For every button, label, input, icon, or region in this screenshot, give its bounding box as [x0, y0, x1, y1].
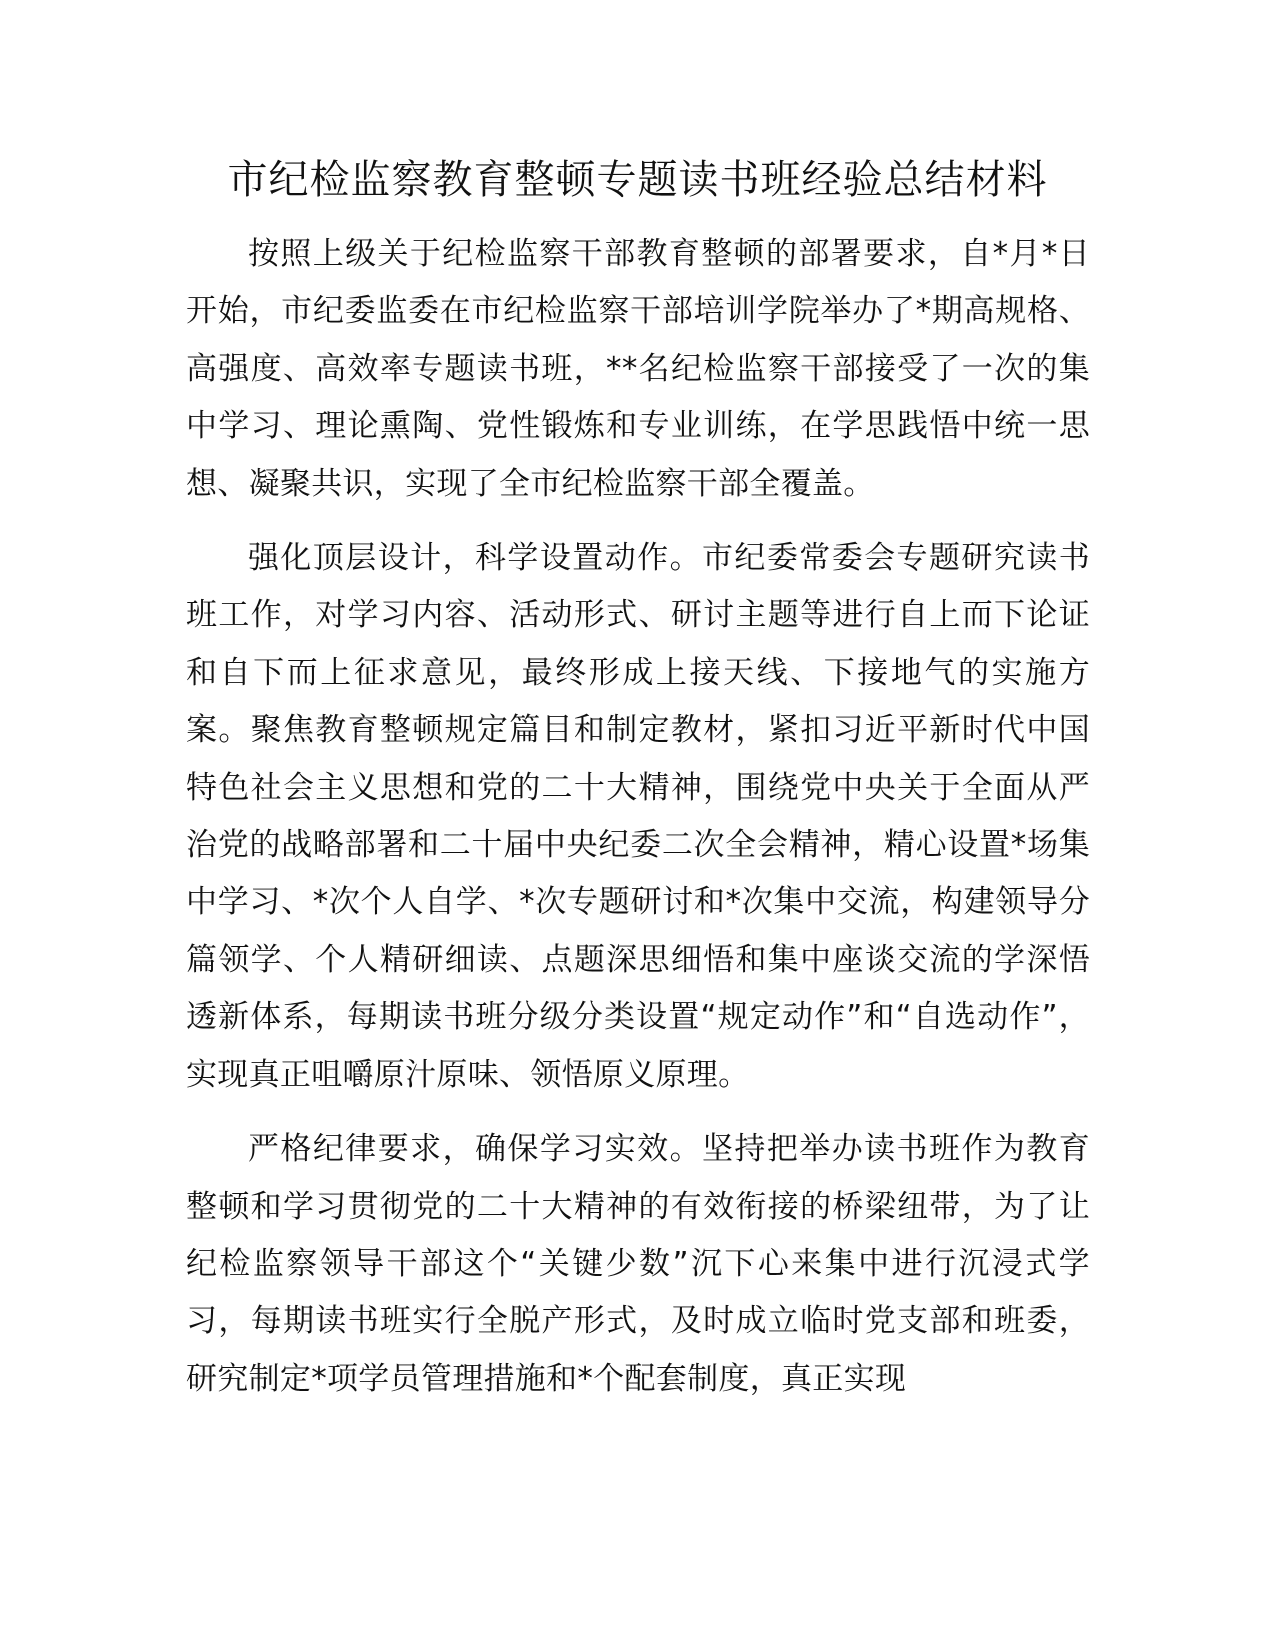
document-body [186, 226, 1090, 1425]
paragraph-intro: 按照上级关于纪检监察干部教育整顿的部署要求，自*月*日开始，市纪委监委在市纪检监察干部培训学院举办了*期高规格、高强度、高效率专题读书班，**名纪检监察干部接受了一次的集中学习、理论熏陶、党性锻炼和专业训练，在学思践悟中统一思想、凝聚共识，实现了全市纪检监察干部全覆盖。 [186, 236, 1090, 502]
paragraph-discipline-requirements: 严格纪律要求，确保学习实效。坚持把举办读书班作为教育整顿和学习贯彻党的二十大精神的有效衔接的桥梁纽带，为了让纪检监察领导干部这个“关键少数”沉下心来集中进行沉浸式学习，每期读书班实行全脱产形式，及时成立临时党支部和班委，研究制定*项学员管理措施和*个配套制度，真正实现 [186, 1131, 1090, 1397]
paragraph-top-level-design: 强化顶层设计，科学设置动作。市纪委常委会专题研究读书班工作，对学习内容、活动形式、研讨主题等进行自上而下论证和自下而上征求意见，最终形成上接天线、下接地气的实施方案。聚焦教育整顿规定篇目和制定教材，紧扣习近平新时代中国特色社会主义思想和党的二十大精神，围绕党中央关于全面从严治党的战略部署和二十届中央纪委二次全会精神，精心设置*场集中学习、*次个人自学、*次专题研讨和*次集中交流，构建领导分篇领学、个人精研细读、点题深思细悟和集中座谈交流的学深悟透新体系，每期读书班分级分类设置“规定动作”和“自选动作”，实现真正咀嚼原汁原味、领悟原义原理。 [186, 540, 1090, 1093]
document-title: 市纪检监察教育整顿专题读书班经验总结材料 [227, 157, 1048, 203]
